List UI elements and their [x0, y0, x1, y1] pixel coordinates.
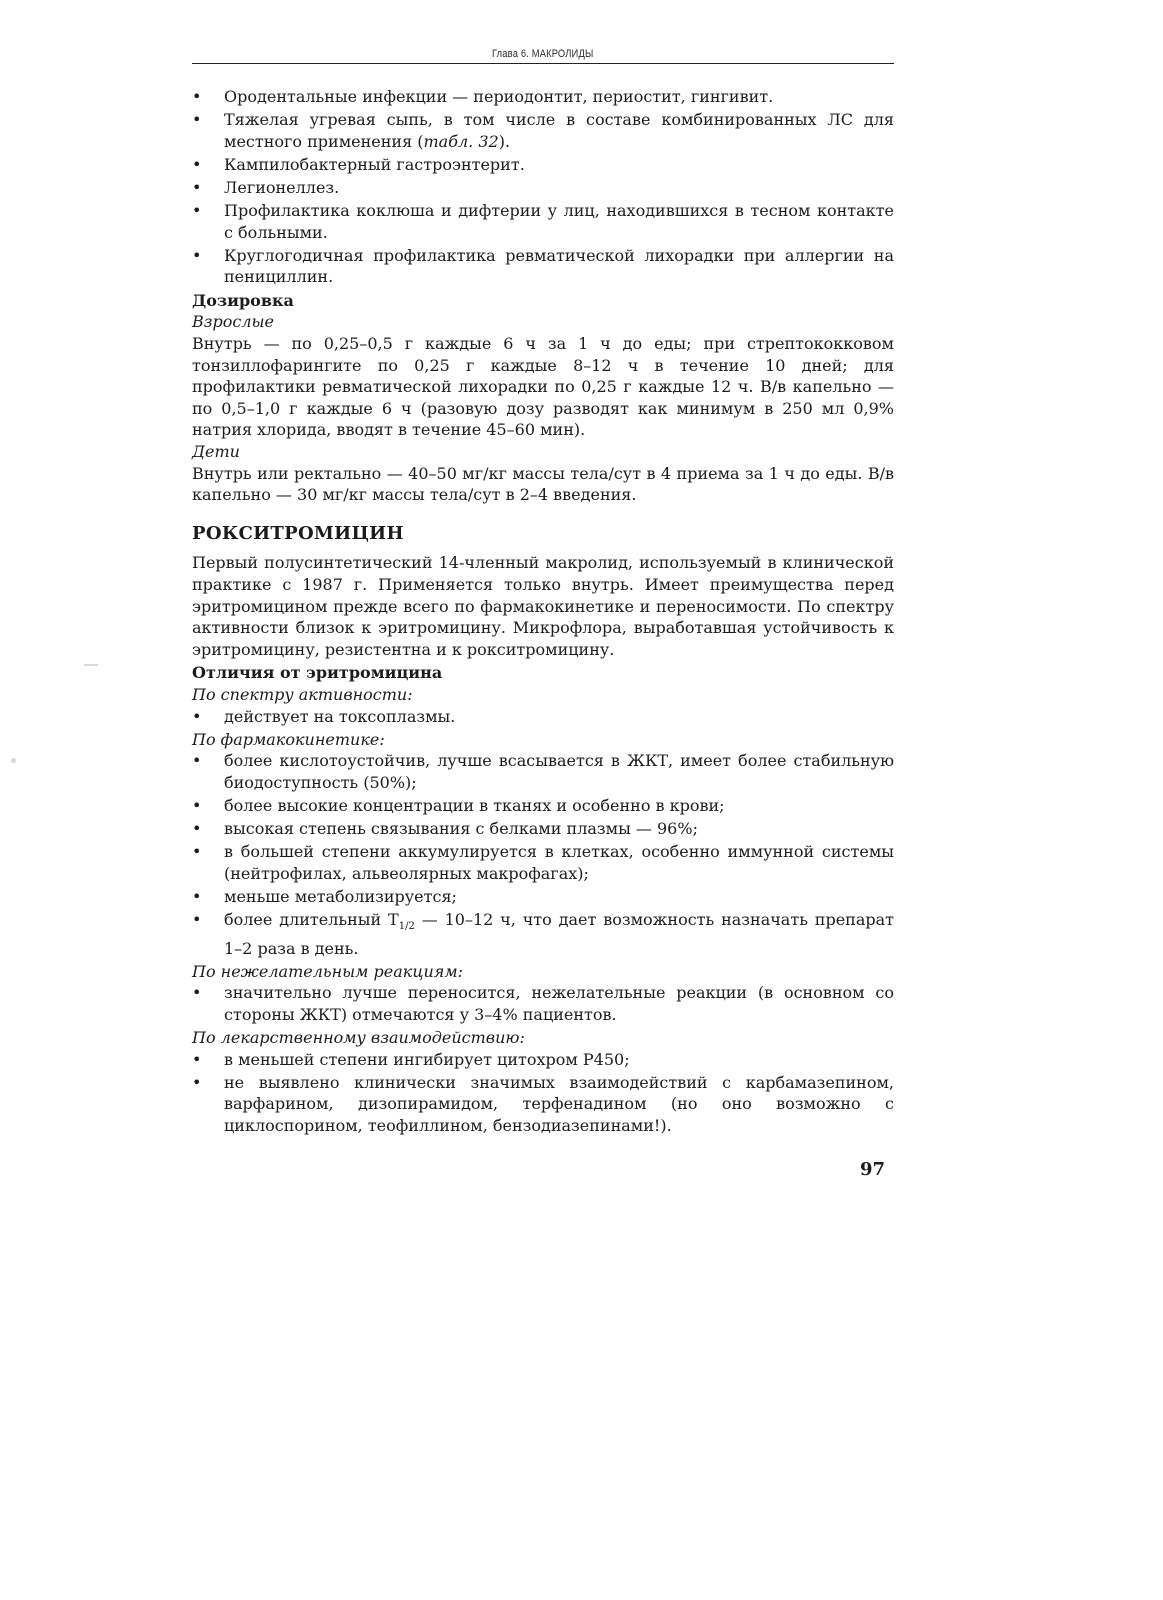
- list-item: • Круглогодичная профилактика ревматической лихорадки при аллергии на пенициллин.: [192, 245, 894, 288]
- list-item: • Ородентальные инфекции — периодонтит, периостит, гингивит.: [192, 86, 894, 108]
- children-dosage: Внутрь или ректально — 40–50 мг/кг массы тела/сут в 4 приема за 1 ч до еды. В/в капельно — 30 мг/кг массы тела/сут в 2–4 введения.: [192, 463, 894, 505]
- list-item: • более кислотоустойчив, лучше всасывается в ЖКТ, имеет более стабильную биодоступность (50%);: [192, 750, 894, 793]
- adverse-label: По нежелательным реакциям:: [192, 961, 464, 981]
- page-number: 97: [860, 1159, 886, 1180]
- dosage-heading: Дозировка: [192, 290, 294, 310]
- scan-artifact-dot: [11, 758, 16, 763]
- running-head: Глава 6. МАКРОЛИДЫ: [492, 48, 594, 60]
- adults-dosage: Внутрь — по 0,25–0,5 г каждые 6 ч за 1 ч до еды; при стрептококковом тонзиллофарингите по 0,25 г каждые 8–12 ч в течение 10 дней; для профилактики ревматической лихорадки по 0,25 г каждые 12 ч. В/в капельно — по 0,5–1,0 г каждые 6 ч (разовую дозу разводят как минимум в 250 мл 0,9% натрия хлорида, вводят в течение 45–60 мин).: [192, 334, 894, 440]
- halflife-subscript: 1/2: [398, 921, 415, 933]
- list-item: • меньше метаболизируется;: [192, 886, 894, 908]
- differences-heading: Отличия от эритромицина: [192, 663, 443, 683]
- section-title: РОКСИТРОМИЦИН: [192, 522, 404, 544]
- pk-list: [192, 750, 894, 959]
- interaction-list: [192, 1049, 894, 1137]
- list-item: • в меньшей степени ингибирует цитохром Р450;: [192, 1049, 894, 1071]
- list-item: • более высокие концентрации в тканях и особенно в крови;: [192, 795, 894, 817]
- list-item: • более длительный $T_{1/2}$ — 10–12 ч, что дает возможность назначать препарат 1–2 раза в день.: [192, 909, 894, 959]
- spectrum-list: [192, 706, 894, 728]
- page-content: [192, 86, 894, 1138]
- section-intro: Первый полусинтетический 14-членный макролид, используемый в клинической практике с 1987 г. Применяется только внутрь. Имеет преимущества перед эритромицином прежде всего по фармакокинетике и переносимости. По спектру активности близок к эритромицину. Микрофлора, выработавшая устойчивость к эритромицину, резистентна и к рокситромицину.: [192, 553, 894, 659]
- indications-list: [192, 86, 894, 288]
- table-reference: табл. 32: [423, 131, 499, 151]
- scan-artifact-dash: [84, 664, 98, 666]
- list-item: • в большей степени аккумулируется в клетках, особенно иммунной системы (нейтрофилах, альвеолярных макрофагах);: [192, 841, 894, 884]
- children-label: Дети: [192, 442, 240, 461]
- list-item: • Тяжелая угревая сыпь, в том числе в составе комбинированных ЛС для местного применения (табл. 32).: [192, 109, 894, 152]
- spectrum-label: По спектру активности:: [192, 684, 413, 704]
- list-item: • действует на токсоплазмы.: [192, 706, 894, 728]
- list-item: • значительно лучше переносится, нежелательные реакции (в основном со стороны ЖКТ) отмечаются у 3–4% пациентов.: [192, 982, 894, 1025]
- header-rule: [192, 63, 894, 64]
- interaction-label: По лекарственному взаимодействию:: [192, 1028, 525, 1048]
- list-item: • Профилактика коклюша и дифтерии у лиц, находившихся в тесном контакте с больными.: [192, 200, 894, 243]
- adults-label: Взрослые: [192, 312, 275, 332]
- pk-label: По фармакокинетике:: [192, 729, 385, 749]
- list-item: • Легионеллез.: [192, 177, 894, 199]
- list-item: • Кампилобактерный гастроэнтерит.: [192, 154, 894, 176]
- list-item: • не выявлено клинически значимых взаимодействий с карбамазепином, варфарином, дизопирамидом, терфенадином (но оно возможно с циклоспорином, теофиллином, бензодиазепинами!).: [192, 1072, 894, 1137]
- list-item: • высокая степень связывания с белками плазмы — 96%;: [192, 818, 894, 840]
- adverse-list: [192, 982, 894, 1025]
- page-header: [192, 42, 894, 61]
